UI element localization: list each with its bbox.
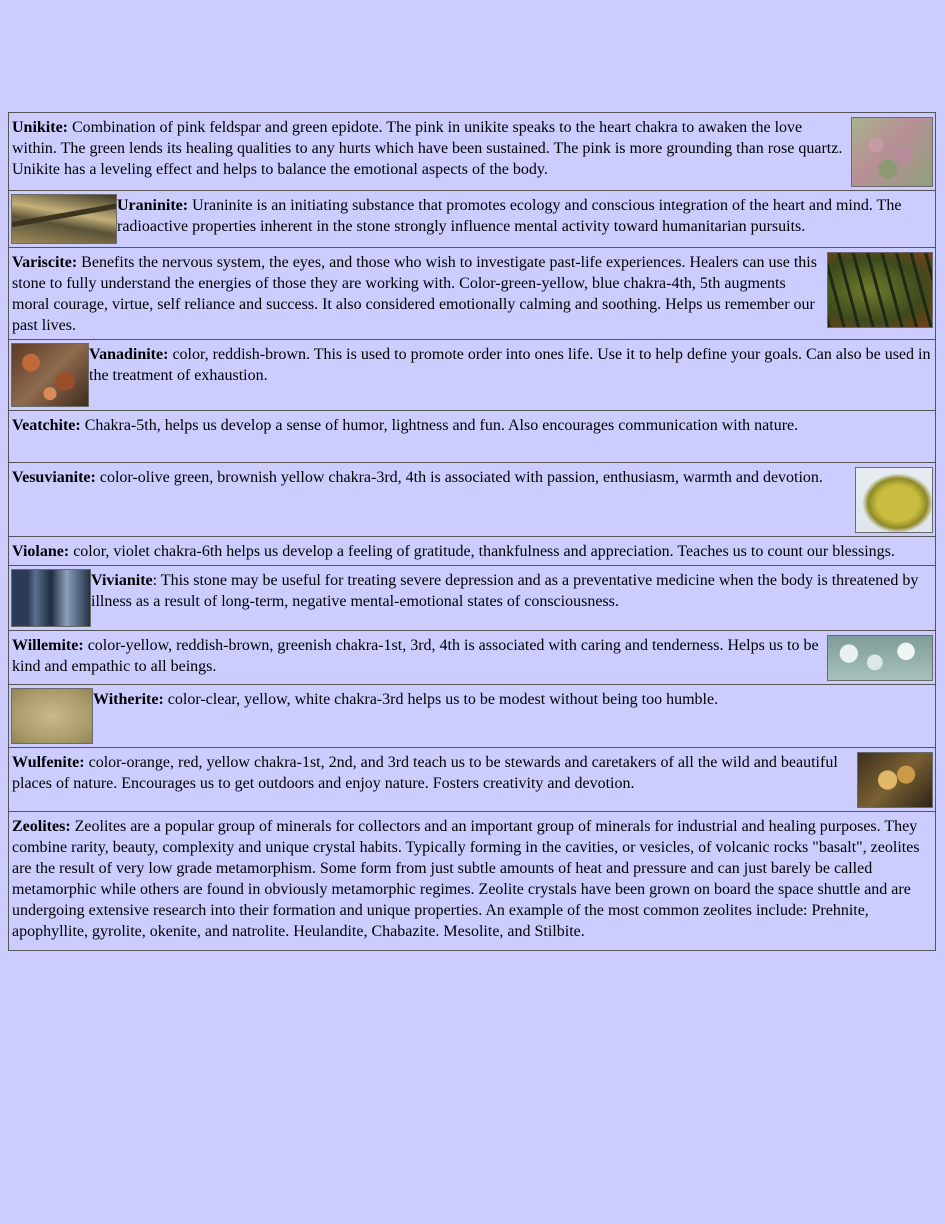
vesuvianite-photo	[855, 467, 933, 533]
vanadinite-photo	[11, 343, 89, 407]
vivianite-photo	[11, 569, 91, 627]
willemite-photo	[827, 635, 933, 681]
stone-description: Combination of pink feldspar and green epidote. The pink in unikite speaks to the heart chakra to awaken the love within. The green lends its healing qualities to any hurts which have been sustained. The pink is more grounding than rose quartz. Unikite has a leveling effect and helps to balance the emotional aspects of the body.	[12, 119, 843, 178]
stone-description: color-yellow, reddish-brown, greenish chakra-1st, 3rd, 4th is associated with caring and tenderness. Helps us to be kind and empathic to all beings.	[12, 637, 819, 675]
table-row	[9, 113, 936, 191]
stone-entry-unikite	[9, 113, 936, 191]
stone-entry-uraninite	[9, 191, 936, 248]
stone-name: Violane:	[12, 543, 70, 560]
stone-description: color-orange, red, yellow chakra-1st, 2nd, and 3rd teach us to be stewards and caretakers of all the wild and beautiful places of nature. Encourages us to get outdoors and enjoy nature. Fosters creativity and devotion.	[12, 754, 838, 792]
stone-entry-vesuvianite	[9, 463, 936, 537]
table-row	[9, 191, 936, 248]
stone-name: Vanadinite:	[89, 346, 169, 363]
table-row	[9, 411, 936, 463]
stone-name: Variscite:	[12, 254, 78, 271]
stone-entry-vanadinite	[9, 340, 936, 411]
stone-entry-willemite	[9, 631, 936, 685]
stone-description: Chakra-5th, helps us develop a sense of humor, lightness and fun. Also encourages communication with nature.	[80, 417, 799, 434]
stone-name: Willemite:	[12, 637, 84, 654]
stone-entry-violane	[9, 537, 936, 566]
variscite-photo	[827, 252, 933, 328]
stone-name: Uraninite:	[117, 197, 189, 214]
stone-name: Veatchite:	[12, 417, 81, 434]
stone-name: Unikite:	[12, 119, 68, 136]
stone-description: Benefits the nervous system, the eyes, and those who wish to investigate past-life experiences. Healers can use this stone to fully understand the energies of those they are working with. Color-green-yellow, blue chakra-4th, 5th augments moral courage, virtue, self reliance and success. It also considered emotionally calming and soothing. Helps us remember our past lives.	[12, 254, 817, 334]
stone-entry-veatchite	[9, 411, 936, 463]
table-row	[9, 748, 936, 812]
stone-description: color-olive green, brownish yellow chakra-3rd, 4th is associated with passion, enthusiasm, warmth and devotion.	[95, 469, 823, 486]
stone-entry-zeolites	[9, 812, 936, 951]
stone-table	[8, 112, 936, 951]
table-row	[9, 631, 936, 685]
stone-description: Uraninite is an initiating substance that promotes ecology and conscious integration of the heart and mind. The radioactive properties inherent in the stone strongly influence mental activity toward humanitarian pursuits.	[117, 197, 902, 235]
stone-description: Zeolites are a popular group of minerals for collectors and an important group of minerals for industrial and healing purposes. They combine rarity, beauty, complexity and unique crystal habits. Typically forming in the cavities, or vesicles, of volcanic rocks "basalt", zeolites are the result of very low grade metamorphism. Some form from just subtle amounts of heat and pressure and can just barely be called metamorphic while others are found in obviously metamorphic regimes. Zeolite crystals have been grown on board the space shuttle and are undergoing extensive research into their formation and unique properties. An example of the most common zeolites include: Prehnite, apophyllite, gyrolite, okenite, and natrolite. Heulandite, Chabazite. Mesolite, and Stilbite.	[12, 818, 920, 940]
uraninite-photo	[11, 194, 117, 244]
stone-name: Vivianite	[91, 572, 153, 589]
stone-name: Zeolites:	[12, 818, 71, 835]
table-row	[9, 248, 936, 340]
table-row	[9, 812, 936, 951]
witherite-photo	[11, 688, 93, 744]
stone-entry-witherite	[9, 685, 936, 748]
stone-entry-variscite	[9, 248, 936, 340]
stone-description: color, reddish-brown. This is used to promote order into ones life. Use it to help define your goals. Can also be used in the treatment of exhaustion.	[89, 346, 931, 384]
wulfenite-photo	[857, 752, 933, 808]
table-row	[9, 685, 936, 748]
stone-name: Wulfenite:	[12, 754, 85, 771]
stone-description: color-clear, yellow, white chakra-3rd helps us to be modest without being too humble.	[163, 691, 719, 708]
stone-description: color, violet chakra-6th helps us develop a feeling of gratitude, thankfulness and appreciation. Teaches us to count our blessings.	[69, 543, 895, 560]
table-row	[9, 566, 936, 631]
table-row	[9, 537, 936, 566]
stone-separator: :	[152, 572, 158, 589]
table-row	[9, 340, 936, 411]
table-row	[9, 463, 936, 537]
stone-entry-vivianite	[9, 566, 936, 631]
stone-name: Vesuvianite:	[12, 469, 96, 486]
unikite-photo	[851, 117, 933, 187]
stone-entry-wulfenite	[9, 748, 936, 812]
stone-name: Witherite:	[93, 691, 164, 708]
stone-description: This stone may be useful for treating severe depression and as a preventative medicine when the body is threatened by illness as a result of long-term, negative mental-emotional states of consciousness.	[91, 572, 919, 610]
